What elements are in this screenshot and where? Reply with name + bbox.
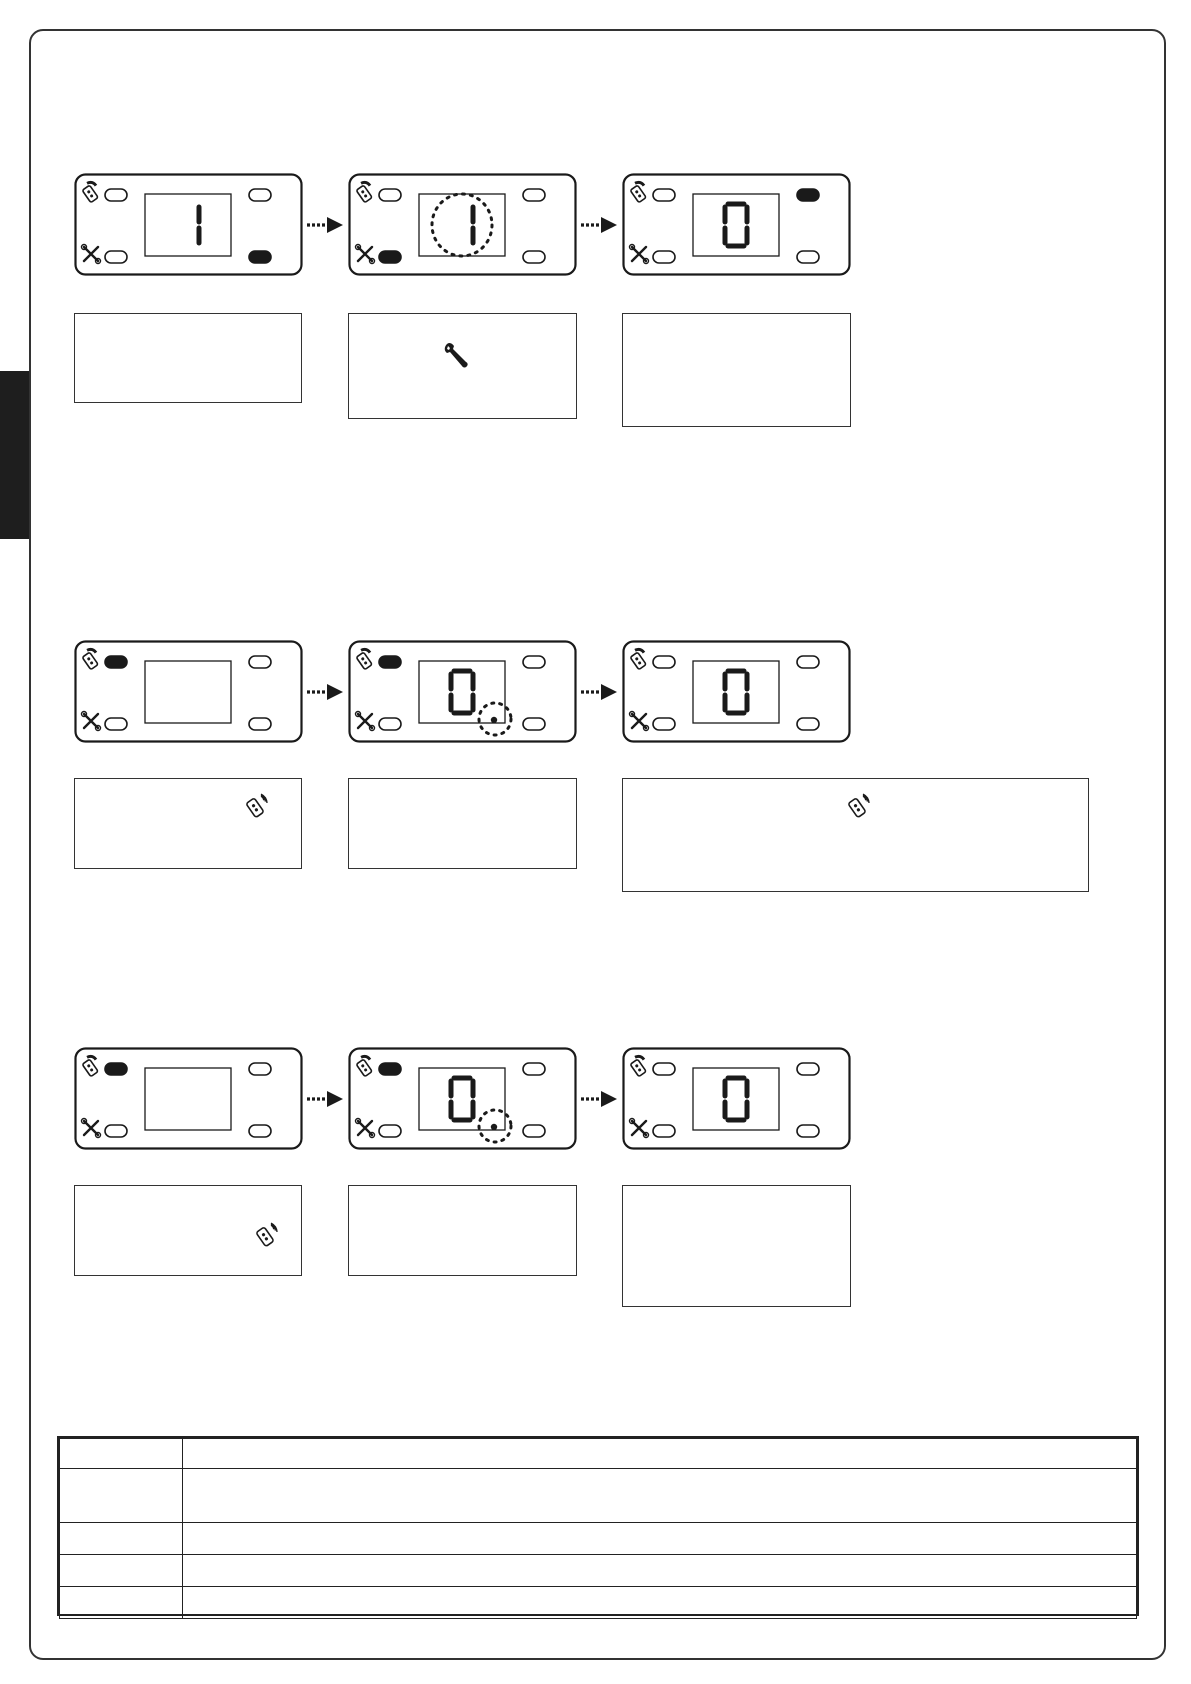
- legend-value: [183, 1439, 1137, 1469]
- digit-display: [145, 661, 231, 723]
- note-box-3-3: [622, 1185, 851, 1307]
- legend-value: [183, 1523, 1137, 1555]
- display-panel-2-3: [622, 640, 851, 743]
- led-indicator: [379, 1125, 401, 1137]
- note-box-1-3: [622, 313, 851, 427]
- led-indicator: [653, 1125, 675, 1137]
- wrench-icon: [441, 339, 475, 373]
- arrow-right-icon: [579, 215, 619, 235]
- digit-display: [145, 1068, 231, 1130]
- led-indicator: [379, 189, 401, 201]
- led-indicator: [653, 189, 675, 201]
- led-indicator: [653, 1063, 675, 1075]
- decimal-dot: [491, 717, 497, 723]
- table-row: [60, 1587, 1137, 1619]
- remote-control-icon: [241, 789, 271, 819]
- led-indicator: [523, 718, 545, 730]
- legend-value: [183, 1555, 1137, 1587]
- led-indicator: [249, 1125, 271, 1137]
- display-panel-1-2: [348, 173, 577, 276]
- led-indicator: [797, 656, 819, 668]
- legend-key: [60, 1469, 183, 1523]
- led-indicator: [249, 251, 271, 263]
- led-indicator: [523, 1125, 545, 1137]
- display-panel-3-2: [348, 1047, 577, 1150]
- digit-display: [145, 194, 231, 256]
- led-indicator: [653, 251, 675, 263]
- arrow-right-icon: [305, 682, 345, 702]
- led-indicator: [105, 189, 127, 201]
- note-box-1-1: [74, 313, 302, 403]
- led-indicator: [797, 1125, 819, 1137]
- legend-key: [60, 1587, 183, 1619]
- arrow-right-icon: [579, 1089, 619, 1109]
- note-box-3-2: [348, 1185, 577, 1276]
- led-indicator: [105, 1125, 127, 1137]
- led-indicator: [249, 718, 271, 730]
- led-indicator: [249, 656, 271, 668]
- led-indicator: [797, 251, 819, 263]
- arrow-right-icon: [579, 682, 619, 702]
- legend-value: [183, 1587, 1137, 1619]
- note-box-1-2: [348, 313, 577, 419]
- remote-control-icon: [251, 1218, 281, 1248]
- display-panel-1-1: [74, 173, 303, 276]
- legend-key: [60, 1439, 183, 1469]
- led-indicator: [523, 189, 545, 201]
- display-panel-2-2: [348, 640, 577, 743]
- led-indicator: [105, 1063, 127, 1075]
- remote-control-icon: [843, 789, 873, 819]
- arrow-right-icon: [305, 1089, 345, 1109]
- table-row: [60, 1469, 1137, 1523]
- legend-key: [60, 1555, 183, 1587]
- led-indicator: [523, 251, 545, 263]
- table-row: [60, 1439, 1137, 1469]
- led-indicator: [523, 656, 545, 668]
- legend-table: [57, 1436, 1139, 1616]
- display-panel-2-1: [74, 640, 303, 743]
- led-indicator: [379, 718, 401, 730]
- note-box-2-1: [74, 778, 302, 869]
- table-row: [60, 1523, 1137, 1555]
- note-box-2-2: [348, 778, 577, 869]
- led-indicator: [653, 718, 675, 730]
- led-indicator: [797, 718, 819, 730]
- led-indicator: [105, 718, 127, 730]
- led-indicator: [797, 1063, 819, 1075]
- led-indicator: [105, 251, 127, 263]
- led-indicator: [379, 656, 401, 668]
- led-indicator: [249, 1063, 271, 1075]
- led-indicator: [797, 189, 819, 201]
- note-box-3-1: [74, 1185, 302, 1276]
- table-row: [60, 1555, 1137, 1587]
- display-panel-3-3: [622, 1047, 851, 1150]
- legend-value: [183, 1469, 1137, 1523]
- led-indicator: [105, 656, 127, 668]
- led-indicator: [249, 189, 271, 201]
- led-indicator: [653, 656, 675, 668]
- legend-key: [60, 1523, 183, 1555]
- led-indicator: [523, 1063, 545, 1075]
- led-indicator: [379, 251, 401, 263]
- note-box-2-3: [622, 778, 1089, 892]
- arrow-right-icon: [305, 215, 345, 235]
- display-panel-1-3: [622, 173, 851, 276]
- page-section-tab: [0, 371, 29, 539]
- decimal-dot: [491, 1124, 497, 1130]
- display-panel-3-1: [74, 1047, 303, 1150]
- led-indicator: [379, 1063, 401, 1075]
